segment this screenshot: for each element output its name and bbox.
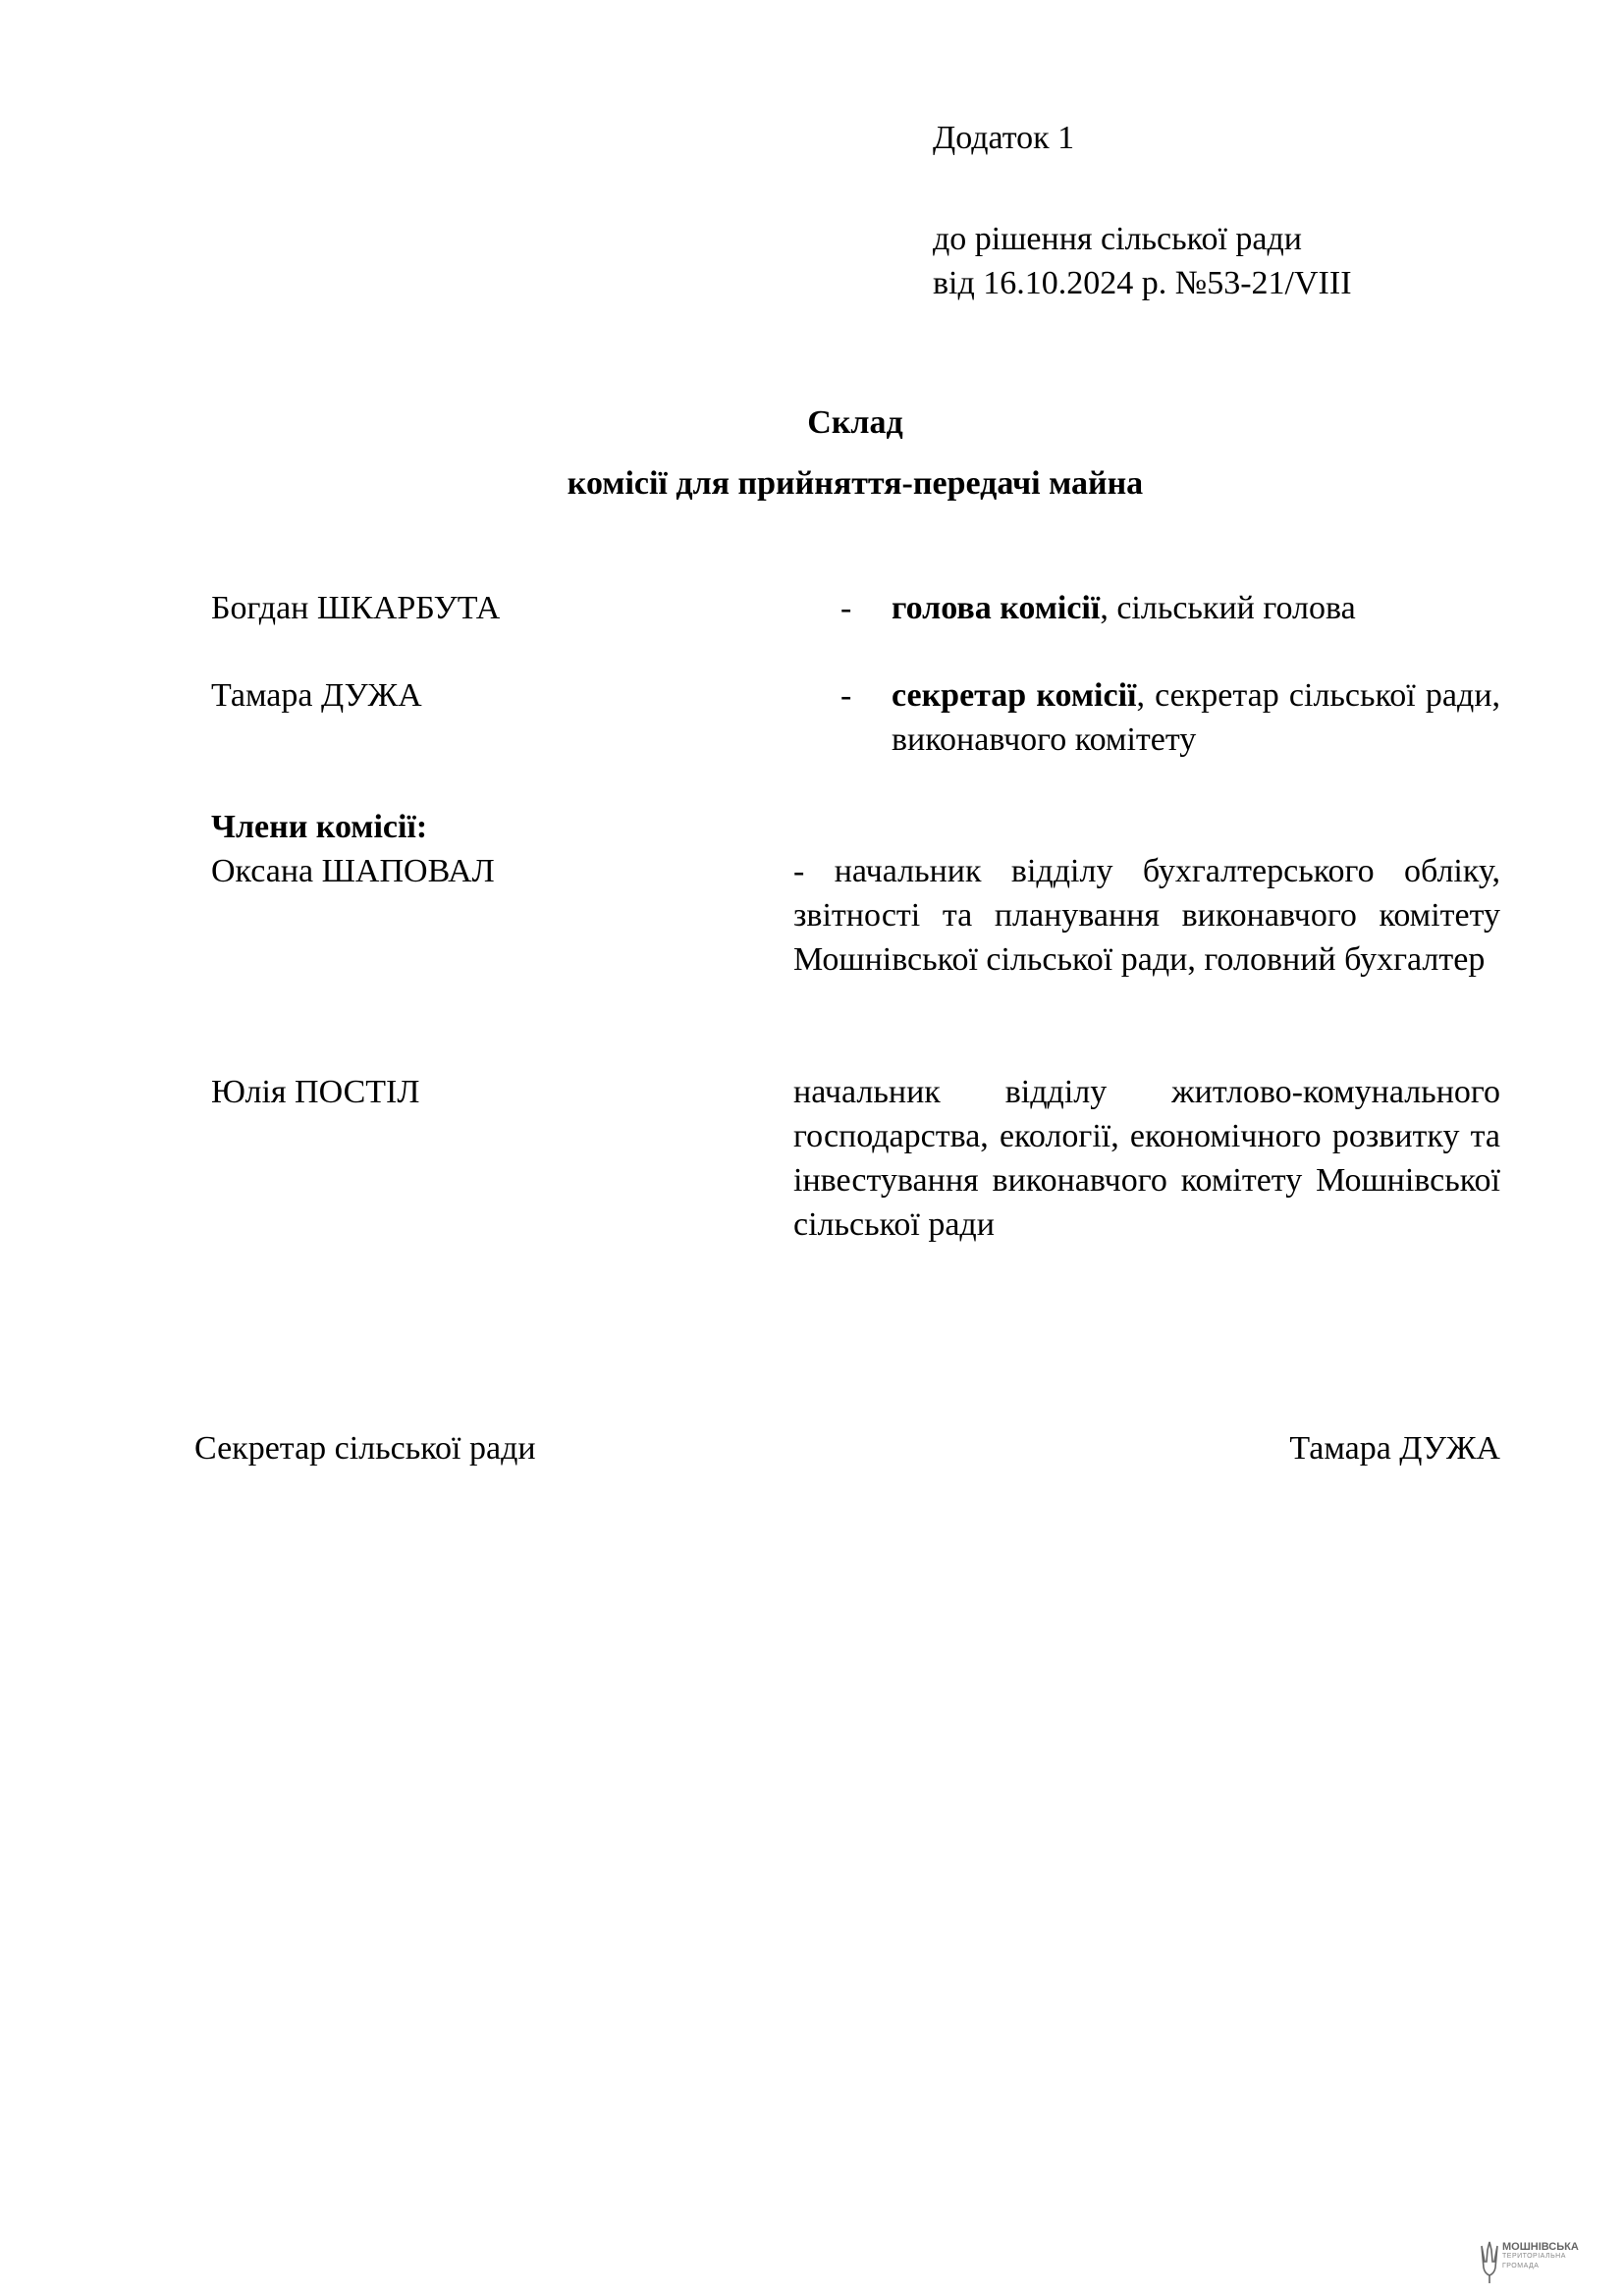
chair-role-title: голова комісії — [892, 590, 1101, 626]
annex-date-number: від 16.10.2024 р. №53-21/VIII — [933, 265, 1352, 301]
secretary-role-detail: , секретар сільської ради, виконавчого комітету — [892, 677, 1501, 758]
member-name: Юлія ПОСТІЛ — [211, 1074, 420, 1110]
trident-icon — [1479, 2240, 1500, 2285]
chair-role-detail: , сільський голова — [1100, 590, 1356, 626]
secretary-dash: - — [840, 677, 852, 714]
secretary-name: Тамара ДУЖА — [211, 677, 422, 714]
logo-line-3: ГРОМАДА — [1502, 2263, 1540, 2269]
annex-decision: до рішення сільської ради — [933, 221, 1302, 257]
members-heading: Члени комісії: — [211, 809, 428, 845]
footer-position: Секретар сільської ради — [194, 1430, 536, 1467]
document-title: Склад — [807, 404, 903, 441]
annex-block — [933, 116, 1352, 305]
logo-line-1: МОШНІВСЬКА — [1502, 2241, 1579, 2253]
secretary-role — [892, 673, 1500, 762]
annex-number: Додаток 1 — [933, 120, 1075, 156]
secretary-role-title: секретар комісії — [892, 677, 1137, 714]
member-role: - начальник відділу бухгалтерського обліку, звітності та планування виконавчого комітету Мошнівської сільської ради, головний бухгалтер — [793, 853, 1500, 978]
document-subtitle: комісії для прийняття-передачі майна — [567, 465, 1144, 502]
footer-signatory: Тамара ДУЖА — [1289, 1430, 1500, 1467]
community-logo — [1479, 2240, 1616, 2285]
logo-text — [1502, 2242, 1620, 2271]
logo-line-2: ТЕРИТОРІАЛЬНА — [1502, 2253, 1566, 2260]
chair-name: Богдан ШКАРБУТА — [211, 590, 501, 626]
chair-dash: - — [840, 590, 852, 626]
chair-role — [892, 586, 1356, 630]
member-role: начальник відділу житлово-комунального господарства, екології, економічного розвитку та інвестування виконавчого комітету Мошнівської сільської ради — [793, 1074, 1500, 1243]
member-name: Оксана ШАПОВАЛ — [211, 853, 495, 889]
